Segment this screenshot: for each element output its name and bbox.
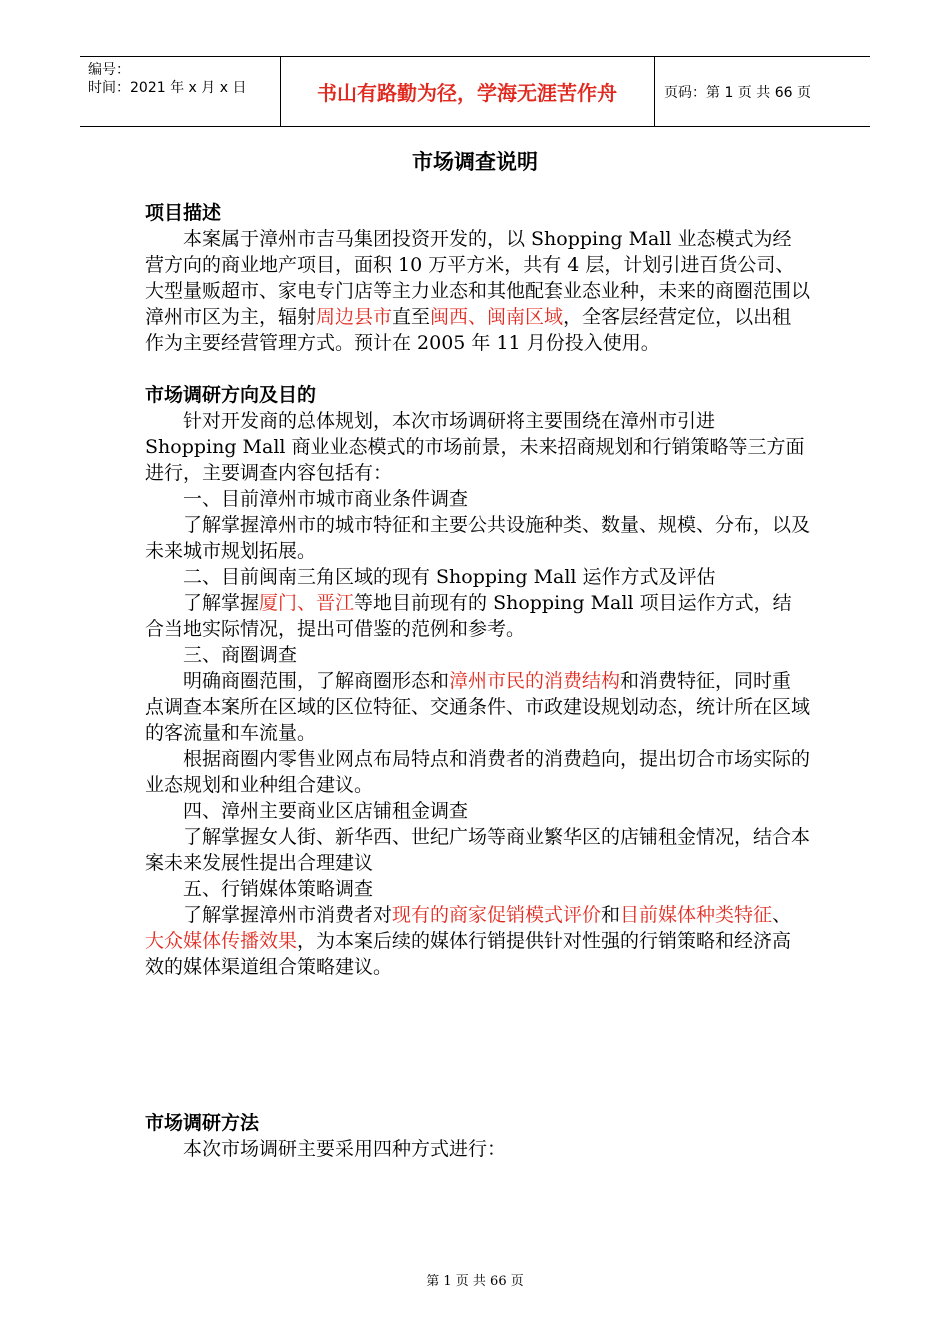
page-header	[80, 56, 870, 127]
text-run: 和	[601, 904, 621, 926]
highlight-text: 厦门、晋江	[259, 592, 355, 614]
header-time: 时间：2021 年 x 月 x 日	[88, 80, 247, 96]
text-run: ，全客层经营定位，以出租作为主要经营管理方式。预计在 2005 年 11 月份投入使用。	[145, 306, 792, 354]
text-run: 、	[772, 904, 792, 926]
paragraph-direction-intro: 针对开发商的总体规划，本次市场调研将主要围绕在漳州市引进 Shopping Mall 商业业态模式的市场前景，未来招商规划和行销策略等三方面进行，主要调查内容包括有：	[145, 410, 805, 484]
highlight-text: 大众媒体传播效果	[145, 930, 298, 952]
section-heading-method: 市场调研方法	[145, 1112, 260, 1134]
highlight-text: 周边县市	[316, 306, 393, 328]
item-title-4: 四、漳州主要商业区店铺租金调查	[183, 800, 469, 822]
text-run: 直至	[392, 306, 431, 328]
header-meta	[88, 61, 246, 97]
item-title-3: 三、商圈调查	[183, 644, 298, 666]
paragraph-project-description	[145, 226, 810, 356]
highlight-text: 漳州市民的消费结构	[449, 670, 621, 692]
page-footer: 第 1 页 共 66 页	[426, 1274, 524, 1289]
item-title-2: 二、目前闽南三角区域的现有 Shopping Mall 运作方式及评估	[183, 566, 716, 588]
document-body	[145, 200, 810, 1162]
text-run: 明确商圈范围，了解商圈形态和	[183, 670, 450, 692]
item-text-4: 了解掌握女人街、新华西、世纪广场等商业繁华区的店铺租金情况，结合本案未来发展性提出合理建议	[145, 826, 811, 874]
text-run: 等地目前现有的 Shopping Mall 项目运作方式，结合当地实际情况，提出可借鉴的范例和参考。	[145, 592, 792, 640]
text-run: 和消费特征，同时重点调查本案所在区域的区位特征、交通条件、市政建设规划动态，统计所在区域的客流量和车流量。	[145, 670, 811, 744]
header-motto: 书山有路勤为径，学海无涯苦作舟	[317, 81, 617, 105]
highlight-text: 目前媒体种类特征	[620, 904, 773, 926]
text-run: 了解掌握漳州市消费者对	[183, 904, 393, 926]
item-text-3b: 根据商圈内零售业网点布局特点和消费者的消费趋向，提出切合市场实际的业态规划和业种组合建议。	[145, 748, 811, 796]
header-number: 编号：	[88, 62, 130, 78]
item-text-1: 了解掌握漳州市的城市特征和主要公共设施种类、数量、规模、分布，以及未来城市规划拓展。	[145, 514, 811, 562]
header-page-info: 页码：第 1 页 共 66 页	[664, 84, 811, 101]
text-run: 了解掌握	[183, 592, 260, 614]
section-heading-project: 项目描述	[145, 202, 222, 224]
highlight-text: 闽西、闽南区域	[430, 306, 564, 328]
item-title-5: 五、行销媒体策略调查	[183, 878, 374, 900]
item-text-5	[145, 902, 810, 980]
text-run: ，为本案后续的媒体行销提供针对性强的行销策略和经济高效的媒体渠道组合策略建议。	[145, 930, 792, 978]
document-title: 市场调查说明	[412, 150, 538, 174]
item-title-1: 一、目前漳州市城市商业条件调查	[183, 488, 469, 510]
section-heading-direction: 市场调研方向及目的	[145, 384, 317, 406]
header-divider	[654, 57, 655, 126]
item-text-3	[145, 668, 810, 746]
item-text-2	[145, 590, 810, 642]
text-run: 本案属于漳州市吉马集团投资开发的，以 Shopping Mall 业态模式为经营方向的商业地产项目，面积 10 万平方米，共有 4 层，计划引进百货公司、大型量贩超市、家电专门店等主力业态和其他配套业态业种，未来的商圈范围以漳州市区为主，辐射	[145, 228, 811, 328]
paragraph-method-intro: 本次市场调研主要采用四种方式进行：	[183, 1138, 507, 1160]
highlight-text: 现有的商家促销模式评价	[392, 904, 602, 926]
